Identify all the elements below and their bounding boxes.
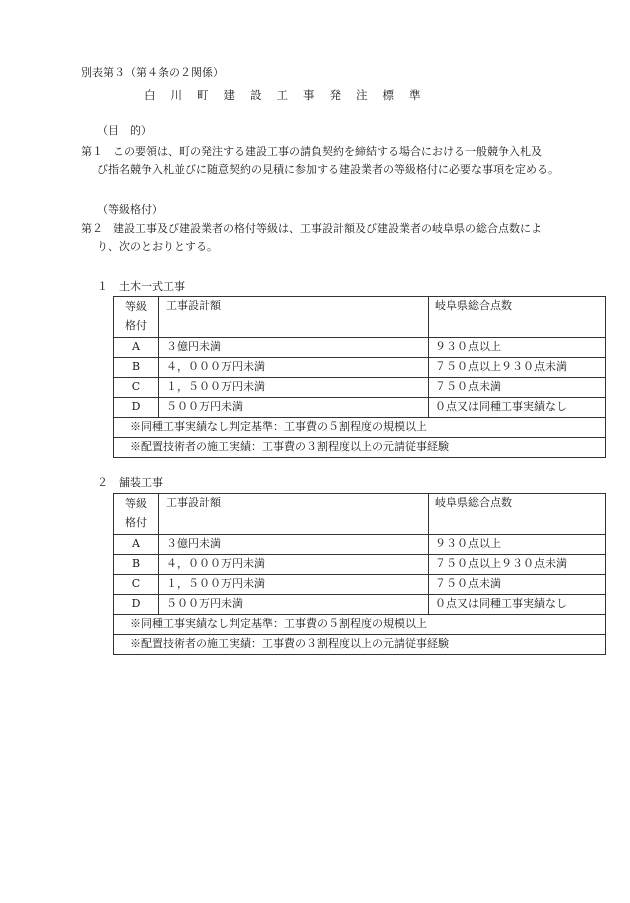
section-2-title: ２ 舗装工事 bbox=[97, 476, 163, 489]
table-header-row bbox=[114, 494, 606, 535]
note-row bbox=[114, 635, 606, 655]
score-cell: ７５０点以上９３０点未満 bbox=[429, 555, 606, 575]
amount-cell: ５００万円未満 bbox=[159, 398, 429, 418]
article-1-text-line2: び指名競争入札並びに随意契約の見積に参加する建設業者の等級格付に必要な事項を定める。 bbox=[97, 163, 559, 176]
table-row bbox=[114, 378, 606, 398]
header-grade-line2: 格付 bbox=[125, 319, 147, 332]
header-grade-line2: 格付 bbox=[125, 516, 147, 529]
article-1-number: 第１ bbox=[81, 145, 103, 158]
header-grade-line1: 等級 bbox=[125, 497, 147, 510]
header-amount: 工事設計額 bbox=[159, 494, 429, 535]
note-criteria: ※同種工事実績なし判定基準：工事費の５割程度の規模以上 bbox=[114, 615, 606, 635]
note-row bbox=[114, 615, 606, 635]
amount-cell: ４，０００万円未満 bbox=[159, 358, 429, 378]
grade-cell: C bbox=[114, 378, 159, 398]
table-row bbox=[114, 595, 606, 615]
header-score: 岐阜県総合点数 bbox=[429, 297, 606, 338]
score-cell: ９３０点以上 bbox=[429, 535, 606, 555]
note-experience: ※配置技術者の施工実績：工事費の３割程度以上の元請従事経験 bbox=[114, 635, 606, 655]
header-grade bbox=[114, 297, 159, 338]
score-cell: ７５０点未満 bbox=[429, 378, 606, 398]
header-grade-line1: 等級 bbox=[125, 300, 147, 313]
grade-table-paving bbox=[113, 493, 606, 655]
score-cell: ０点又は同種工事実績なし bbox=[429, 398, 606, 418]
table-row bbox=[114, 555, 606, 575]
section-1-title: １ 土木一式工事 bbox=[97, 280, 185, 293]
appendix-reference: 別表第３（第４条の２関係） bbox=[81, 66, 224, 79]
amount-cell: ３億円未満 bbox=[159, 535, 429, 555]
article-1-text-line1: この要領は、町の発注する建設工事の請負契約を締結する場合における一般競争入札及 bbox=[113, 145, 542, 158]
score-cell: ７５０点未満 bbox=[429, 575, 606, 595]
grade-cell: C bbox=[114, 575, 159, 595]
note-row bbox=[114, 438, 606, 458]
amount-cell: １，５００万円未満 bbox=[159, 575, 429, 595]
table-row bbox=[114, 535, 606, 555]
article-2-text-line1: 建設工事及び建設業者の格付等級は、工事設計額及び建設業者の岐阜県の総合点数によ bbox=[113, 222, 542, 235]
score-cell: ９３０点以上 bbox=[429, 338, 606, 358]
grade-table-civil bbox=[113, 296, 606, 458]
grade-cell: B bbox=[114, 555, 159, 575]
table-row bbox=[114, 575, 606, 595]
amount-cell: ３億円未満 bbox=[159, 338, 429, 358]
amount-cell: ４，０００万円未満 bbox=[159, 555, 429, 575]
amount-cell: ５００万円未満 bbox=[159, 595, 429, 615]
note-row bbox=[114, 418, 606, 438]
header-score: 岐阜県総合点数 bbox=[429, 494, 606, 535]
article-1-heading: （目 的） bbox=[97, 124, 152, 137]
table-header-row bbox=[114, 297, 606, 338]
note-experience: ※配置技術者の施工実績：工事費の３割程度以上の元請従事経験 bbox=[114, 438, 606, 458]
header-grade bbox=[114, 494, 159, 535]
document-title: 白川町建設工事発注標準 bbox=[144, 88, 436, 102]
table-row bbox=[114, 398, 606, 418]
grade-cell: A bbox=[114, 338, 159, 358]
header-amount: 工事設計額 bbox=[159, 297, 429, 338]
article-2-heading: （等級格付） bbox=[97, 203, 163, 216]
score-cell: ０点又は同種工事実績なし bbox=[429, 595, 606, 615]
article-2-number: 第２ bbox=[81, 222, 103, 235]
grade-cell: D bbox=[114, 595, 159, 615]
table-row bbox=[114, 338, 606, 358]
amount-cell: １，５００万円未満 bbox=[159, 378, 429, 398]
grade-cell: D bbox=[114, 398, 159, 418]
article-2-text-line2: り、次のとおりとする。 bbox=[97, 240, 218, 253]
grade-cell: A bbox=[114, 535, 159, 555]
grade-cell: B bbox=[114, 358, 159, 378]
score-cell: ７５０点以上９３０点未満 bbox=[429, 358, 606, 378]
table-row bbox=[114, 358, 606, 378]
note-criteria: ※同種工事実績なし判定基準：工事費の５割程度の規模以上 bbox=[114, 418, 606, 438]
